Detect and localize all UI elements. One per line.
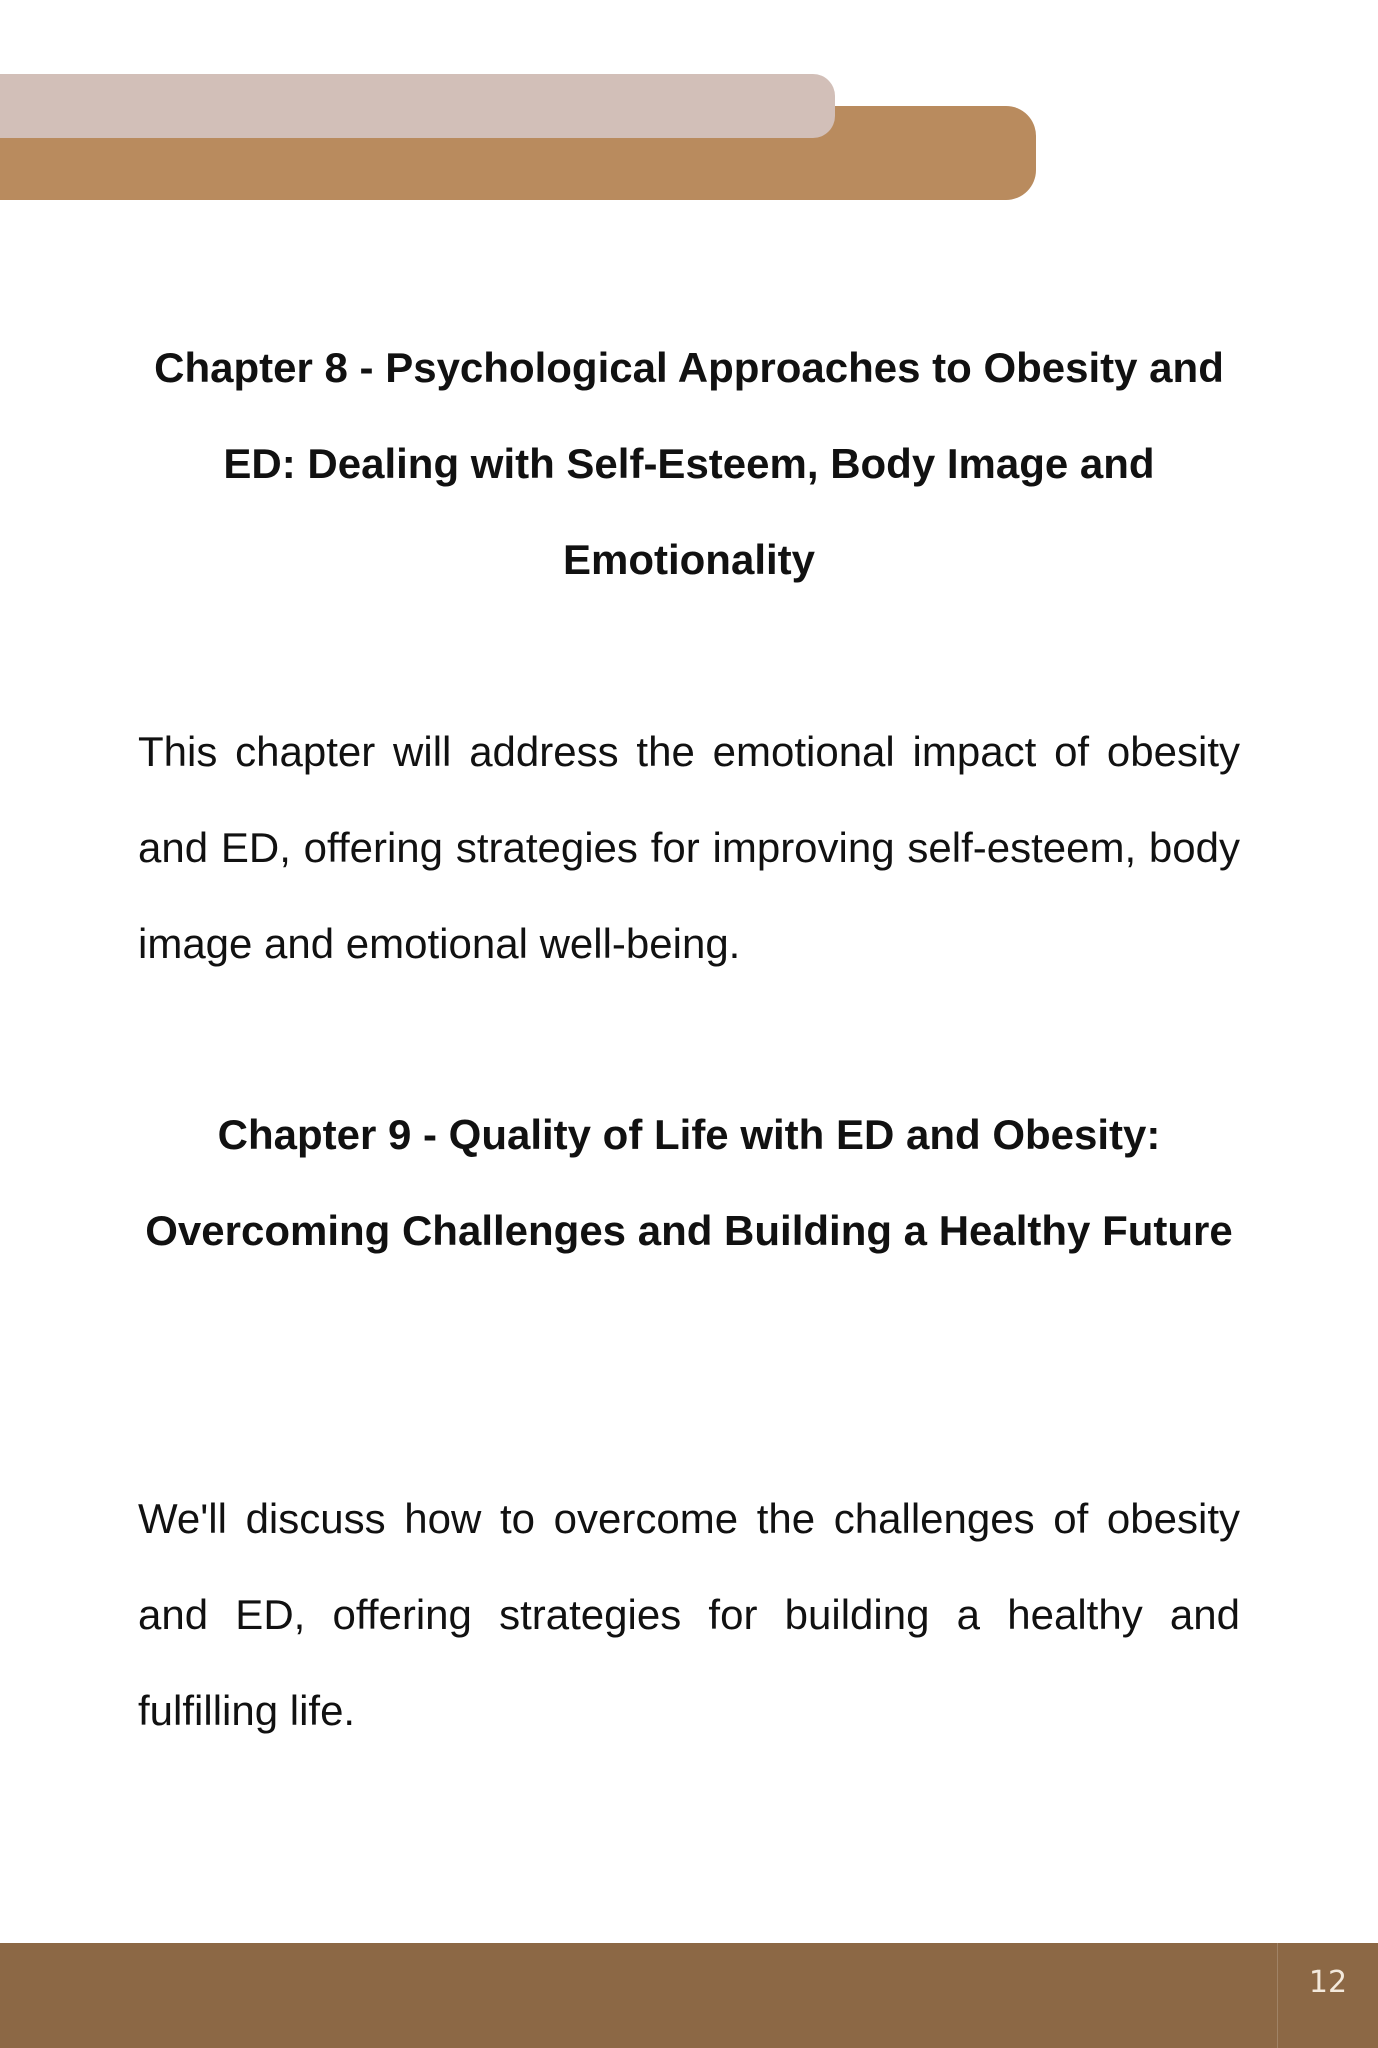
footer-bar — [0, 1943, 1378, 2048]
chapter-9-text: We'll discuss how to overcome the challenges of obesity and ED, offering strategies for building a healthy and fulfilling life. — [138, 1495, 1240, 1734]
chapter-8-text: This chapter will address the emotional impact of obesity and ED, offering strategies for improving self-esteem, body image and emotional well-being. — [138, 728, 1240, 967]
chapter-9-title: Chapter 9 - Quality of Life with ED and Obesity: Overcoming Challenges and Building a Healthy Future — [145, 1111, 1233, 1254]
page-number: 12 — [1308, 1965, 1348, 2000]
header-band-light — [0, 74, 835, 138]
chapter-8-title: Chapter 8 - Psychological Approaches to Obesity and ED: Dealing with Self-Esteem, Body Image and Emotionality — [154, 344, 1224, 583]
